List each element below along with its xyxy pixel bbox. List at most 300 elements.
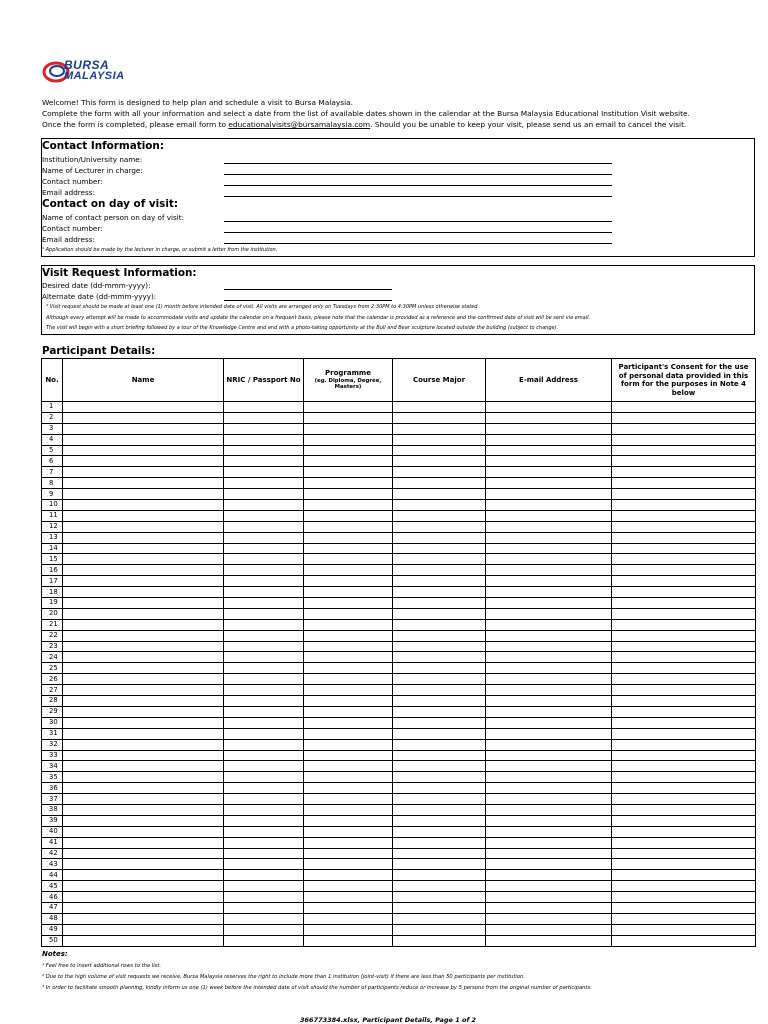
consent-cell[interactable] (612, 663, 756, 674)
name-cell[interactable] (63, 587, 224, 598)
email-cell[interactable] (486, 467, 612, 478)
nric-cell[interactable] (224, 848, 304, 859)
nric-cell[interactable] (224, 521, 304, 532)
name-cell[interactable] (63, 554, 224, 565)
name-cell[interactable] (63, 848, 224, 859)
name-cell[interactable] (63, 412, 224, 423)
name-cell[interactable] (63, 892, 224, 903)
name-cell[interactable] (63, 598, 224, 609)
nric-cell[interactable] (224, 696, 304, 707)
lecturer-field[interactable] (224, 174, 612, 175)
consent-cell[interactable] (612, 902, 756, 913)
nric-cell[interactable] (224, 750, 304, 761)
programme-cell[interactable] (304, 794, 393, 805)
programme-cell[interactable] (304, 489, 393, 500)
programme-cell[interactable] (304, 587, 393, 598)
nric-cell[interactable] (224, 783, 304, 794)
email-cell[interactable] (486, 532, 612, 543)
course-cell[interactable] (393, 608, 486, 619)
course-cell[interactable] (393, 750, 486, 761)
email-cell[interactable] (486, 423, 612, 434)
consent-cell[interactable] (612, 489, 756, 500)
nric-cell[interactable] (224, 445, 304, 456)
course-cell[interactable] (393, 739, 486, 750)
email-field[interactable] (224, 196, 612, 197)
email-cell[interactable] (486, 500, 612, 511)
course-cell[interactable] (393, 881, 486, 892)
email-cell[interactable] (486, 750, 612, 761)
name-cell[interactable] (63, 467, 224, 478)
consent-cell[interactable] (612, 794, 756, 805)
programme-cell[interactable] (304, 815, 393, 826)
email-cell[interactable] (486, 761, 612, 772)
programme-cell[interactable] (304, 478, 393, 489)
email-cell[interactable] (486, 445, 612, 456)
course-cell[interactable] (393, 587, 486, 598)
nric-cell[interactable] (224, 859, 304, 870)
programme-cell[interactable] (304, 706, 393, 717)
email-cell[interactable] (486, 696, 612, 707)
programme-cell[interactable] (304, 783, 393, 794)
consent-cell[interactable] (612, 500, 756, 511)
course-cell[interactable] (393, 935, 486, 946)
consent-cell[interactable] (612, 881, 756, 892)
name-cell[interactable] (63, 815, 224, 826)
programme-cell[interactable] (304, 608, 393, 619)
programme-cell[interactable] (304, 434, 393, 445)
nric-cell[interactable] (224, 619, 304, 630)
email-cell[interactable] (486, 489, 612, 500)
course-cell[interactable] (393, 598, 486, 609)
nric-cell[interactable] (224, 881, 304, 892)
course-cell[interactable] (393, 772, 486, 783)
name-cell[interactable] (63, 881, 224, 892)
course-cell[interactable] (393, 674, 486, 685)
programme-cell[interactable] (304, 630, 393, 641)
consent-cell[interactable] (612, 543, 756, 554)
name-cell[interactable] (63, 761, 224, 772)
name-cell[interactable] (63, 935, 224, 946)
course-cell[interactable] (393, 663, 486, 674)
nric-cell[interactable] (224, 685, 304, 696)
programme-cell[interactable] (304, 717, 393, 728)
email-cell[interactable] (486, 881, 612, 892)
course-cell[interactable] (393, 532, 486, 543)
course-cell[interactable] (393, 783, 486, 794)
consent-cell[interactable] (612, 554, 756, 565)
programme-cell[interactable] (304, 510, 393, 521)
nric-cell[interactable] (224, 608, 304, 619)
name-cell[interactable] (63, 837, 224, 848)
name-cell[interactable] (63, 859, 224, 870)
day-contact-number-field[interactable] (224, 232, 612, 233)
name-cell[interactable] (63, 717, 224, 728)
email-cell[interactable] (486, 565, 612, 576)
email-cell[interactable] (486, 641, 612, 652)
nric-cell[interactable] (224, 761, 304, 772)
course-cell[interactable] (393, 892, 486, 903)
consent-cell[interactable] (612, 434, 756, 445)
name-cell[interactable] (63, 402, 224, 413)
name-cell[interactable] (63, 652, 224, 663)
email-cell[interactable] (486, 456, 612, 467)
name-cell[interactable] (63, 532, 224, 543)
consent-cell[interactable] (612, 412, 756, 423)
course-cell[interactable] (393, 467, 486, 478)
email-cell[interactable] (486, 783, 612, 794)
name-cell[interactable] (63, 423, 224, 434)
name-cell[interactable] (63, 739, 224, 750)
course-cell[interactable] (393, 445, 486, 456)
course-cell[interactable] (393, 902, 486, 913)
programme-cell[interactable] (304, 521, 393, 532)
email-cell[interactable] (486, 652, 612, 663)
consent-cell[interactable] (612, 652, 756, 663)
consent-cell[interactable] (612, 608, 756, 619)
consent-cell[interactable] (612, 826, 756, 837)
nric-cell[interactable] (224, 641, 304, 652)
course-cell[interactable] (393, 870, 486, 881)
name-cell[interactable] (63, 510, 224, 521)
name-cell[interactable] (63, 456, 224, 467)
programme-cell[interactable] (304, 761, 393, 772)
nric-cell[interactable] (224, 402, 304, 413)
email-cell[interactable] (486, 630, 612, 641)
name-cell[interactable] (63, 663, 224, 674)
consent-cell[interactable] (612, 478, 756, 489)
email-cell[interactable] (486, 685, 612, 696)
name-cell[interactable] (63, 804, 224, 815)
name-cell[interactable] (63, 750, 224, 761)
desired-date-field[interactable] (224, 289, 392, 290)
nric-cell[interactable] (224, 630, 304, 641)
name-cell[interactable] (63, 783, 224, 794)
course-cell[interactable] (393, 652, 486, 663)
name-cell[interactable] (63, 521, 224, 532)
consent-cell[interactable] (612, 674, 756, 685)
programme-cell[interactable] (304, 467, 393, 478)
course-cell[interactable] (393, 619, 486, 630)
nric-cell[interactable] (224, 870, 304, 881)
nric-cell[interactable] (224, 837, 304, 848)
nric-cell[interactable] (224, 913, 304, 924)
consent-cell[interactable] (612, 837, 756, 848)
nric-cell[interactable] (224, 510, 304, 521)
course-cell[interactable] (393, 837, 486, 848)
course-cell[interactable] (393, 761, 486, 772)
course-cell[interactable] (393, 706, 486, 717)
programme-cell[interactable] (304, 685, 393, 696)
nric-cell[interactable] (224, 739, 304, 750)
email-cell[interactable] (486, 412, 612, 423)
nric-cell[interactable] (224, 554, 304, 565)
consent-cell[interactable] (612, 467, 756, 478)
course-cell[interactable] (393, 848, 486, 859)
nric-cell[interactable] (224, 478, 304, 489)
programme-cell[interactable] (304, 456, 393, 467)
name-cell[interactable] (63, 543, 224, 554)
programme-cell[interactable] (304, 924, 393, 935)
nric-cell[interactable] (224, 532, 304, 543)
nric-cell[interactable] (224, 674, 304, 685)
consent-cell[interactable] (612, 532, 756, 543)
programme-cell[interactable] (304, 674, 393, 685)
programme-cell[interactable] (304, 902, 393, 913)
email-cell[interactable] (486, 554, 612, 565)
name-cell[interactable] (63, 608, 224, 619)
email-cell[interactable] (486, 728, 612, 739)
email-cell[interactable] (486, 478, 612, 489)
consent-cell[interactable] (612, 739, 756, 750)
nric-cell[interactable] (224, 543, 304, 554)
programme-cell[interactable] (304, 913, 393, 924)
email-cell[interactable] (486, 598, 612, 609)
name-cell[interactable] (63, 489, 224, 500)
nric-cell[interactable] (224, 663, 304, 674)
course-cell[interactable] (393, 641, 486, 652)
course-cell[interactable] (393, 478, 486, 489)
course-cell[interactable] (393, 423, 486, 434)
consent-cell[interactable] (612, 565, 756, 576)
programme-cell[interactable] (304, 445, 393, 456)
nric-cell[interactable] (224, 467, 304, 478)
consent-cell[interactable] (612, 423, 756, 434)
email-cell[interactable] (486, 902, 612, 913)
nric-cell[interactable] (224, 772, 304, 783)
programme-cell[interactable] (304, 859, 393, 870)
name-cell[interactable] (63, 630, 224, 641)
consent-cell[interactable] (612, 587, 756, 598)
course-cell[interactable] (393, 685, 486, 696)
email-cell[interactable] (486, 859, 612, 870)
consent-cell[interactable] (612, 728, 756, 739)
programme-cell[interactable] (304, 663, 393, 674)
nric-cell[interactable] (224, 576, 304, 587)
name-cell[interactable] (63, 674, 224, 685)
email-cell[interactable] (486, 870, 612, 881)
email-cell[interactable] (486, 826, 612, 837)
course-cell[interactable] (393, 489, 486, 500)
alternate-date-field[interactable] (224, 300, 392, 301)
email-cell[interactable] (486, 794, 612, 805)
course-cell[interactable] (393, 500, 486, 511)
email-cell[interactable] (486, 924, 612, 935)
programme-cell[interactable] (304, 543, 393, 554)
consent-cell[interactable] (612, 848, 756, 859)
consent-cell[interactable] (612, 619, 756, 630)
nric-cell[interactable] (224, 902, 304, 913)
name-cell[interactable] (63, 445, 224, 456)
course-cell[interactable] (393, 717, 486, 728)
consent-cell[interactable] (612, 521, 756, 532)
programme-cell[interactable] (304, 728, 393, 739)
email-cell[interactable] (486, 663, 612, 674)
consent-cell[interactable] (612, 576, 756, 587)
email-link[interactable]: educationalvisits@bursamalaysia.com (228, 120, 371, 130)
course-cell[interactable] (393, 696, 486, 707)
programme-cell[interactable] (304, 870, 393, 881)
course-cell[interactable] (393, 859, 486, 870)
programme-cell[interactable] (304, 935, 393, 946)
name-cell[interactable] (63, 478, 224, 489)
name-cell[interactable] (63, 500, 224, 511)
name-cell[interactable] (63, 826, 224, 837)
consent-cell[interactable] (612, 706, 756, 717)
name-cell[interactable] (63, 913, 224, 924)
nric-cell[interactable] (224, 652, 304, 663)
programme-cell[interactable] (304, 772, 393, 783)
consent-cell[interactable] (612, 750, 756, 761)
email-cell[interactable] (486, 837, 612, 848)
programme-cell[interactable] (304, 412, 393, 423)
email-cell[interactable] (486, 619, 612, 630)
programme-cell[interactable] (304, 652, 393, 663)
nric-cell[interactable] (224, 412, 304, 423)
course-cell[interactable] (393, 510, 486, 521)
email-cell[interactable] (486, 706, 612, 717)
programme-cell[interactable] (304, 750, 393, 761)
programme-cell[interactable] (304, 837, 393, 848)
programme-cell[interactable] (304, 641, 393, 652)
name-cell[interactable] (63, 696, 224, 707)
consent-cell[interactable] (612, 804, 756, 815)
course-cell[interactable] (393, 913, 486, 924)
course-cell[interactable] (393, 630, 486, 641)
course-cell[interactable] (393, 804, 486, 815)
name-cell[interactable] (63, 434, 224, 445)
name-cell[interactable] (63, 902, 224, 913)
course-cell[interactable] (393, 402, 486, 413)
programme-cell[interactable] (304, 881, 393, 892)
consent-cell[interactable] (612, 892, 756, 903)
programme-cell[interactable] (304, 892, 393, 903)
nric-cell[interactable] (224, 500, 304, 511)
nric-cell[interactable] (224, 598, 304, 609)
email-cell[interactable] (486, 804, 612, 815)
course-cell[interactable] (393, 434, 486, 445)
course-cell[interactable] (393, 924, 486, 935)
nric-cell[interactable] (224, 423, 304, 434)
programme-cell[interactable] (304, 402, 393, 413)
nric-cell[interactable] (224, 815, 304, 826)
programme-cell[interactable] (304, 804, 393, 815)
nric-cell[interactable] (224, 826, 304, 837)
email-cell[interactable] (486, 543, 612, 554)
consent-cell[interactable] (612, 685, 756, 696)
consent-cell[interactable] (612, 783, 756, 794)
nric-cell[interactable] (224, 706, 304, 717)
email-cell[interactable] (486, 717, 612, 728)
name-cell[interactable] (63, 619, 224, 630)
name-cell[interactable] (63, 576, 224, 587)
consent-cell[interactable] (612, 510, 756, 521)
email-cell[interactable] (486, 587, 612, 598)
course-cell[interactable] (393, 794, 486, 805)
nric-cell[interactable] (224, 935, 304, 946)
consent-cell[interactable] (612, 598, 756, 609)
consent-cell[interactable] (612, 641, 756, 652)
email-cell[interactable] (486, 674, 612, 685)
programme-cell[interactable] (304, 500, 393, 511)
course-cell[interactable] (393, 826, 486, 837)
consent-cell[interactable] (612, 445, 756, 456)
name-cell[interactable] (63, 772, 224, 783)
consent-cell[interactable] (612, 696, 756, 707)
consent-cell[interactable] (612, 717, 756, 728)
email-cell[interactable] (486, 510, 612, 521)
email-cell[interactable] (486, 402, 612, 413)
nric-cell[interactable] (224, 728, 304, 739)
email-cell[interactable] (486, 892, 612, 903)
programme-cell[interactable] (304, 554, 393, 565)
nric-cell[interactable] (224, 804, 304, 815)
name-cell[interactable] (63, 641, 224, 652)
programme-cell[interactable] (304, 565, 393, 576)
day-email-field[interactable] (224, 243, 612, 244)
consent-cell[interactable] (612, 924, 756, 935)
email-cell[interactable] (486, 521, 612, 532)
email-cell[interactable] (486, 848, 612, 859)
consent-cell[interactable] (612, 859, 756, 870)
nric-cell[interactable] (224, 892, 304, 903)
consent-cell[interactable] (612, 772, 756, 783)
course-cell[interactable] (393, 565, 486, 576)
programme-cell[interactable] (304, 826, 393, 837)
programme-cell[interactable] (304, 532, 393, 543)
nric-cell[interactable] (224, 489, 304, 500)
email-cell[interactable] (486, 434, 612, 445)
programme-cell[interactable] (304, 423, 393, 434)
course-cell[interactable] (393, 412, 486, 423)
consent-cell[interactable] (612, 870, 756, 881)
name-cell[interactable] (63, 728, 224, 739)
nric-cell[interactable] (224, 434, 304, 445)
programme-cell[interactable] (304, 739, 393, 750)
email-cell[interactable] (486, 772, 612, 783)
course-cell[interactable] (393, 456, 486, 467)
name-cell[interactable] (63, 565, 224, 576)
email-cell[interactable] (486, 739, 612, 750)
nric-cell[interactable] (224, 924, 304, 935)
programme-cell[interactable] (304, 576, 393, 587)
name-cell[interactable] (63, 706, 224, 717)
name-cell[interactable] (63, 794, 224, 805)
course-cell[interactable] (393, 521, 486, 532)
course-cell[interactable] (393, 576, 486, 587)
contact-number-field[interactable] (224, 185, 612, 186)
consent-cell[interactable] (612, 402, 756, 413)
consent-cell[interactable] (612, 913, 756, 924)
nric-cell[interactable] (224, 456, 304, 467)
programme-cell[interactable] (304, 598, 393, 609)
course-cell[interactable] (393, 728, 486, 739)
email-cell[interactable] (486, 576, 612, 587)
consent-cell[interactable] (612, 630, 756, 641)
consent-cell[interactable] (612, 456, 756, 467)
contact-person-field[interactable] (224, 221, 612, 222)
name-cell[interactable] (63, 870, 224, 881)
consent-cell[interactable] (612, 815, 756, 826)
nric-cell[interactable] (224, 794, 304, 805)
programme-cell[interactable] (304, 696, 393, 707)
email-cell[interactable] (486, 935, 612, 946)
email-cell[interactable] (486, 913, 612, 924)
nric-cell[interactable] (224, 565, 304, 576)
programme-cell[interactable] (304, 619, 393, 630)
consent-cell[interactable] (612, 761, 756, 772)
course-cell[interactable] (393, 815, 486, 826)
course-cell[interactable] (393, 543, 486, 554)
